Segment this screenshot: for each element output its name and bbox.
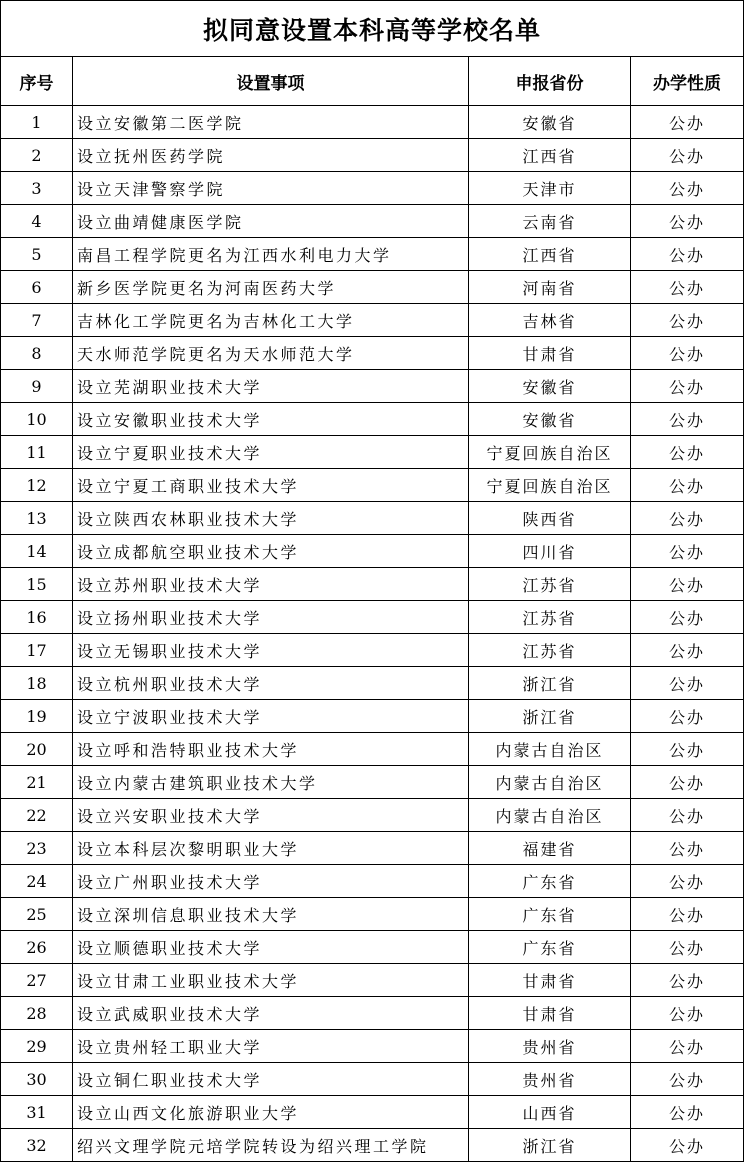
row-item-cell: 设立内蒙古建筑职业技术大学 <box>73 766 469 799</box>
row-number-cell: 25 <box>1 898 73 931</box>
row-item-cell: 设立山西文化旅游职业大学 <box>73 1096 469 1129</box>
row-item-cell: 设立贵州轻工职业大学 <box>73 1030 469 1063</box>
row-number-cell: 5 <box>1 238 73 271</box>
table-row <box>1 865 744 898</box>
row-province-cell: 四川省 <box>469 535 631 568</box>
row-number-cell: 15 <box>1 568 73 601</box>
table-row <box>1 634 744 667</box>
row-item-cell: 设立宁波职业技术大学 <box>73 700 469 733</box>
row-number-cell: 10 <box>1 403 73 436</box>
row-number-cell: 21 <box>1 766 73 799</box>
row-number-cell: 14 <box>1 535 73 568</box>
row-item-cell: 设立铜仁职业技术大学 <box>73 1063 469 1096</box>
row-province-cell: 甘肃省 <box>469 964 631 997</box>
table-row <box>1 535 744 568</box>
row-number-cell: 32 <box>1 1129 73 1162</box>
row-province-cell: 吉林省 <box>469 304 631 337</box>
table-row <box>1 502 744 535</box>
table-row <box>1 370 744 403</box>
row-type-cell: 公办 <box>631 601 744 634</box>
row-type-cell: 公办 <box>631 832 744 865</box>
row-number-cell: 19 <box>1 700 73 733</box>
row-type-cell: 公办 <box>631 1096 744 1129</box>
row-type-cell: 公办 <box>631 436 744 469</box>
row-number-cell: 3 <box>1 172 73 205</box>
row-type-cell: 公办 <box>631 172 744 205</box>
row-number-cell: 6 <box>1 271 73 304</box>
table-row <box>1 898 744 931</box>
row-type-cell: 公办 <box>631 370 744 403</box>
row-item-cell: 设立天津警察学院 <box>73 172 469 205</box>
row-number-cell: 8 <box>1 337 73 370</box>
row-item-cell: 设立芜湖职业技术大学 <box>73 370 469 403</box>
row-type-cell: 公办 <box>631 535 744 568</box>
table-row <box>1 106 744 139</box>
row-province-cell: 安徽省 <box>469 106 631 139</box>
table-body <box>1 106 744 1162</box>
row-province-cell: 江西省 <box>469 238 631 271</box>
document-title: 拟同意设置本科高等学校名单 <box>1 1 744 57</box>
column-header-type: 办学性质 <box>631 57 744 106</box>
row-item-cell: 设立顺德职业技术大学 <box>73 931 469 964</box>
row-item-cell: 设立杭州职业技术大学 <box>73 667 469 700</box>
row-province-cell: 广东省 <box>469 931 631 964</box>
row-item-cell: 设立呼和浩特职业技术大学 <box>73 733 469 766</box>
table-row <box>1 403 744 436</box>
row-type-cell: 公办 <box>631 568 744 601</box>
table-row <box>1 1129 744 1162</box>
row-item-cell: 设立甘肃工业职业技术大学 <box>73 964 469 997</box>
row-number-cell: 28 <box>1 997 73 1030</box>
table-row <box>1 238 744 271</box>
table-row <box>1 667 744 700</box>
row-type-cell: 公办 <box>631 700 744 733</box>
row-type-cell: 公办 <box>631 1129 744 1162</box>
table-row <box>1 172 744 205</box>
row-province-cell: 甘肃省 <box>469 997 631 1030</box>
table-row <box>1 1096 744 1129</box>
table-row <box>1 832 744 865</box>
row-type-cell: 公办 <box>631 634 744 667</box>
row-province-cell: 天津市 <box>469 172 631 205</box>
row-province-cell: 贵州省 <box>469 1030 631 1063</box>
row-province-cell: 安徽省 <box>469 403 631 436</box>
row-province-cell: 广东省 <box>469 865 631 898</box>
row-province-cell: 甘肃省 <box>469 337 631 370</box>
column-header-no: 序号 <box>1 57 73 106</box>
row-province-cell: 宁夏回族自治区 <box>469 469 631 502</box>
row-type-cell: 公办 <box>631 139 744 172</box>
row-item-cell: 设立扬州职业技术大学 <box>73 601 469 634</box>
row-type-cell: 公办 <box>631 106 744 139</box>
table-row <box>1 1030 744 1063</box>
table-row <box>1 469 744 502</box>
table-row <box>1 601 744 634</box>
row-item-cell: 设立本科层次黎明职业大学 <box>73 832 469 865</box>
row-item-cell: 设立安徽第二医学院 <box>73 106 469 139</box>
table-row <box>1 964 744 997</box>
row-item-cell: 设立苏州职业技术大学 <box>73 568 469 601</box>
row-type-cell: 公办 <box>631 799 744 832</box>
row-type-cell: 公办 <box>631 931 744 964</box>
table-row <box>1 733 744 766</box>
row-item-cell: 设立深圳信息职业技术大学 <box>73 898 469 931</box>
row-item-cell: 设立宁夏职业技术大学 <box>73 436 469 469</box>
row-province-cell: 江苏省 <box>469 568 631 601</box>
row-type-cell: 公办 <box>631 964 744 997</box>
row-province-cell: 河南省 <box>469 271 631 304</box>
row-type-cell: 公办 <box>631 733 744 766</box>
row-type-cell: 公办 <box>631 238 744 271</box>
table-row <box>1 139 744 172</box>
table-row <box>1 337 744 370</box>
column-header-province: 申报省份 <box>469 57 631 106</box>
row-number-cell: 26 <box>1 931 73 964</box>
row-province-cell: 浙江省 <box>469 667 631 700</box>
row-province-cell: 宁夏回族自治区 <box>469 436 631 469</box>
row-number-cell: 24 <box>1 865 73 898</box>
title-row <box>1 1 744 57</box>
row-item-cell: 设立宁夏工商职业技术大学 <box>73 469 469 502</box>
header-row <box>1 57 744 106</box>
row-type-cell: 公办 <box>631 997 744 1030</box>
row-province-cell: 云南省 <box>469 205 631 238</box>
row-item-cell: 天水师范学院更名为天水师范大学 <box>73 337 469 370</box>
table-row <box>1 931 744 964</box>
table-row <box>1 1063 744 1096</box>
row-province-cell: 内蒙古自治区 <box>469 766 631 799</box>
table-row <box>1 997 744 1030</box>
row-item-cell: 设立成都航空职业技术大学 <box>73 535 469 568</box>
row-number-cell: 9 <box>1 370 73 403</box>
row-province-cell: 江苏省 <box>469 634 631 667</box>
row-province-cell: 江苏省 <box>469 601 631 634</box>
row-item-cell: 设立安徽职业技术大学 <box>73 403 469 436</box>
row-number-cell: 22 <box>1 799 73 832</box>
row-number-cell: 30 <box>1 1063 73 1096</box>
row-type-cell: 公办 <box>631 403 744 436</box>
table-row <box>1 700 744 733</box>
row-item-cell: 设立曲靖健康医学院 <box>73 205 469 238</box>
row-province-cell: 贵州省 <box>469 1063 631 1096</box>
row-province-cell: 山西省 <box>469 1096 631 1129</box>
row-number-cell: 17 <box>1 634 73 667</box>
row-item-cell: 设立抚州医药学院 <box>73 139 469 172</box>
row-province-cell: 浙江省 <box>469 1129 631 1162</box>
row-item-cell: 设立陕西农林职业技术大学 <box>73 502 469 535</box>
row-province-cell: 福建省 <box>469 832 631 865</box>
table-row <box>1 304 744 337</box>
row-province-cell: 内蒙古自治区 <box>469 799 631 832</box>
row-item-cell: 设立广州职业技术大学 <box>73 865 469 898</box>
row-item-cell: 设立武威职业技术大学 <box>73 997 469 1030</box>
row-province-cell: 广东省 <box>469 898 631 931</box>
row-number-cell: 13 <box>1 502 73 535</box>
row-type-cell: 公办 <box>631 865 744 898</box>
row-type-cell: 公办 <box>631 1030 744 1063</box>
row-item-cell: 南昌工程学院更名为江西水利电力大学 <box>73 238 469 271</box>
row-number-cell: 16 <box>1 601 73 634</box>
row-number-cell: 2 <box>1 139 73 172</box>
row-number-cell: 20 <box>1 733 73 766</box>
row-item-cell: 新乡医学院更名为河南医药大学 <box>73 271 469 304</box>
row-number-cell: 29 <box>1 1030 73 1063</box>
row-number-cell: 27 <box>1 964 73 997</box>
row-number-cell: 18 <box>1 667 73 700</box>
table-row <box>1 799 744 832</box>
row-province-cell: 浙江省 <box>469 700 631 733</box>
row-type-cell: 公办 <box>631 898 744 931</box>
table-row <box>1 205 744 238</box>
row-number-cell: 7 <box>1 304 73 337</box>
row-number-cell: 23 <box>1 832 73 865</box>
row-number-cell: 12 <box>1 469 73 502</box>
row-item-cell: 设立无锡职业技术大学 <box>73 634 469 667</box>
table-row <box>1 436 744 469</box>
row-number-cell: 11 <box>1 436 73 469</box>
row-type-cell: 公办 <box>631 502 744 535</box>
row-type-cell: 公办 <box>631 766 744 799</box>
row-type-cell: 公办 <box>631 271 744 304</box>
column-header-item: 设置事项 <box>73 57 469 106</box>
table-row <box>1 271 744 304</box>
row-item-cell: 吉林化工学院更名为吉林化工大学 <box>73 304 469 337</box>
row-type-cell: 公办 <box>631 1063 744 1096</box>
row-province-cell: 陕西省 <box>469 502 631 535</box>
row-province-cell: 江西省 <box>469 139 631 172</box>
row-province-cell: 内蒙古自治区 <box>469 733 631 766</box>
row-type-cell: 公办 <box>631 469 744 502</box>
table-row <box>1 568 744 601</box>
row-number-cell: 4 <box>1 205 73 238</box>
row-number-cell: 1 <box>1 106 73 139</box>
row-item-cell: 绍兴文理学院元培学院转设为绍兴理工学院 <box>73 1129 469 1162</box>
row-item-cell: 设立兴安职业技术大学 <box>73 799 469 832</box>
row-type-cell: 公办 <box>631 304 744 337</box>
table-row <box>1 766 744 799</box>
row-province-cell: 安徽省 <box>469 370 631 403</box>
row-type-cell: 公办 <box>631 337 744 370</box>
row-number-cell: 31 <box>1 1096 73 1129</box>
row-type-cell: 公办 <box>631 667 744 700</box>
row-type-cell: 公办 <box>631 205 744 238</box>
